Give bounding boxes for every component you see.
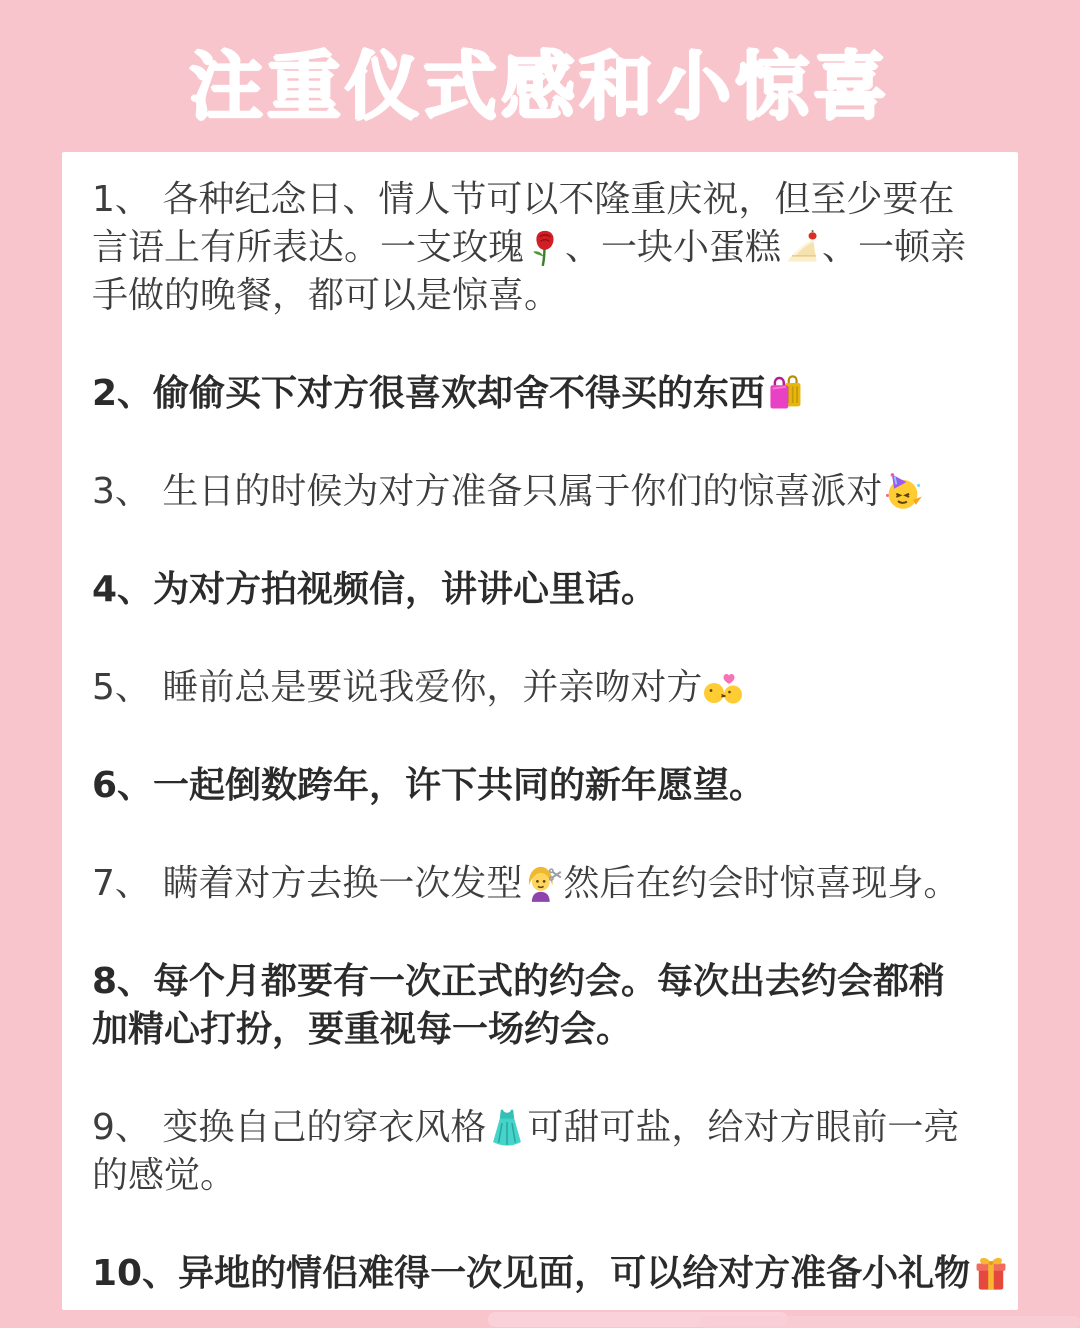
- couple-kiss-emoji: [703, 667, 743, 707]
- content-card: [62, 152, 1018, 1310]
- list-item: [92, 958, 988, 1054]
- item-line: [92, 664, 988, 712]
- item-text: 10、异地的情侣难得一次见面，可以给对方准备小礼物: [92, 1253, 971, 1294]
- item-text: 、一块小蛋糕: [565, 227, 782, 268]
- cake-emoji: [782, 227, 822, 267]
- item-line: [92, 860, 988, 908]
- item-text: 7、 瞒着对方去换一次发型: [92, 863, 523, 904]
- item-line: [92, 566, 988, 614]
- item-text: 8、每个月都要有一次正式的约会。每次出去约会都稍: [92, 961, 946, 1002]
- item-line: [92, 1152, 988, 1200]
- item-line: [92, 958, 988, 1006]
- item-line: [92, 1250, 988, 1298]
- item-text: 1、 各种纪念日、情人节可以不隆重庆祝，但至少要在: [92, 179, 955, 220]
- item-text: 5、 睡前总是要说我爱你，并亲吻对方: [92, 667, 703, 708]
- item-line: [92, 1006, 988, 1054]
- list-item: [92, 762, 988, 810]
- haircut-woman-emoji: [523, 863, 563, 903]
- item-line: [92, 272, 988, 320]
- party-face-emoji: [883, 471, 923, 511]
- item-text: 2、偷偷买下对方很喜欢却舍不得买的东西: [92, 373, 766, 414]
- item-text: 加精心打扮，要重视每一场约会。: [92, 1009, 633, 1050]
- rose-emoji: [525, 227, 565, 267]
- page-title: 注重仪式感和小惊喜: [189, 44, 891, 130]
- page-header: [0, 22, 1080, 140]
- list-item: [92, 370, 988, 418]
- item-text: 3、 生日的时候为对方准备只属于你们的惊喜派对: [92, 471, 883, 512]
- item-text: 、一顿亲: [822, 227, 967, 268]
- tips-list: [62, 152, 1018, 1298]
- list-item: [92, 860, 988, 908]
- item-text: 手做的晚餐，都可以是惊喜。: [92, 275, 561, 316]
- item-line: [92, 176, 988, 224]
- item-line: [92, 762, 988, 810]
- item-text: 9、 变换自己的穿衣风格: [92, 1107, 487, 1148]
- item-line: [92, 1104, 988, 1152]
- item-text: 言语上有所表达。一支玫瑰: [92, 227, 525, 268]
- bottom-watermark-smudge: [700, 1316, 1080, 1328]
- item-line: [92, 468, 988, 516]
- item-text: 6、一起倒数跨年，许下共同的新年愿望。: [92, 765, 766, 806]
- list-item: [92, 176, 988, 320]
- item-text: 的感觉。: [92, 1155, 237, 1196]
- item-text: 然后在约会时惊喜现身。: [563, 863, 960, 904]
- list-item: [92, 468, 988, 516]
- item-text: 可甜可盐，给对方眼前一亮: [527, 1107, 960, 1148]
- shopping-bags-emoji: [766, 373, 806, 413]
- list-item: [92, 1250, 988, 1298]
- gift-emoji: [971, 1253, 1011, 1293]
- item-line: [92, 370, 988, 418]
- list-item: [92, 1104, 988, 1200]
- dress-emoji: [487, 1107, 527, 1147]
- item-line: [92, 224, 988, 272]
- list-item: [92, 664, 988, 712]
- item-text: 4、为对方拍视频信，讲讲心里话。: [92, 569, 658, 610]
- list-item: [92, 566, 988, 614]
